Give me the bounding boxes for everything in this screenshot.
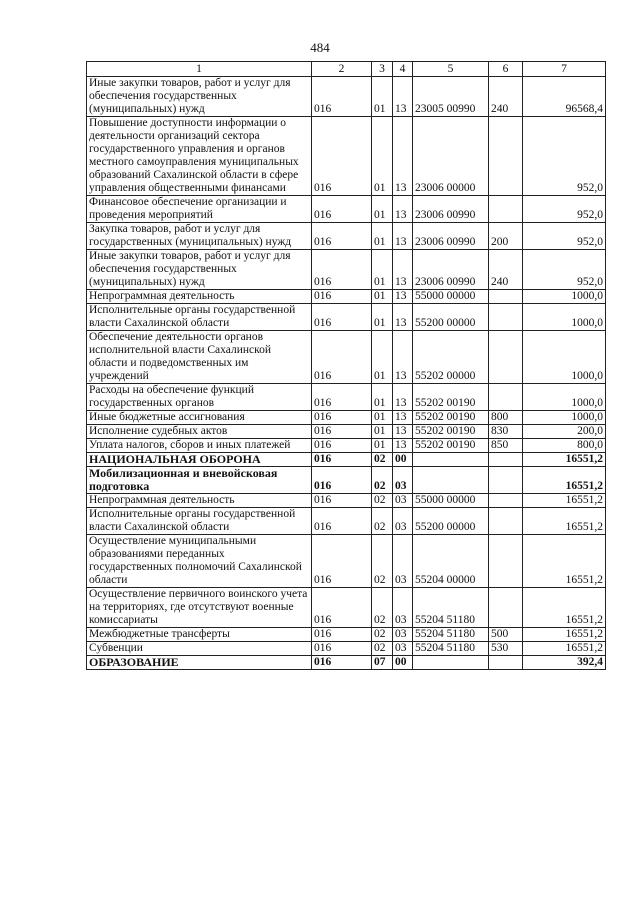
code-ministry-cell: 016 [312, 467, 372, 494]
code-ministry-cell: 016 [312, 304, 372, 331]
row-name-cell: НАЦИОНАЛЬНАЯ ОБОРОНА [87, 453, 312, 467]
row-name-cell: Субвенции [87, 642, 312, 656]
code-section-cell: 02 [372, 642, 393, 656]
code-expense-type-cell: 850 [489, 439, 523, 453]
code-ministry-cell: 016 [312, 628, 372, 642]
row-name-cell: Обеспечение деятельности органов исполнительной власти Сахалинской области и подведомственных им учреждений [87, 331, 312, 384]
code-target-cell: 23006 00990 [413, 250, 489, 290]
row-name-cell: Исполнительные органы государственной власти Сахалинской области [87, 508, 312, 535]
code-ministry-cell: 016 [312, 331, 372, 384]
code-target-cell: 55202 00190 [413, 411, 489, 425]
header-cell: 2 [312, 62, 372, 77]
code-target-cell: 55204 51180 [413, 642, 489, 656]
code-target-cell: 55000 00000 [413, 290, 489, 304]
table-row [87, 384, 606, 411]
amount-cell: 16551,2 [523, 588, 606, 628]
amount-cell: 1000,0 [523, 331, 606, 384]
table-row [87, 656, 606, 670]
table-row [87, 508, 606, 535]
code-subsection-cell: 13 [393, 384, 413, 411]
budget-table [86, 61, 606, 670]
code-section-cell: 01 [372, 117, 393, 196]
row-name-cell: Исполнительные органы государственной власти Сахалинской области [87, 304, 312, 331]
header-row [87, 62, 606, 77]
header-cell: 7 [523, 62, 606, 77]
code-section-cell: 01 [372, 439, 393, 453]
page-number: 484 [310, 40, 330, 55]
amount-cell: 952,0 [523, 117, 606, 196]
code-section-cell: 01 [372, 304, 393, 331]
table-row [87, 439, 606, 453]
header-cell: 5 [413, 62, 489, 77]
row-name-cell: Мобилизационная и вневойсковая подготовка [87, 467, 312, 494]
code-subsection-cell: 00 [393, 453, 413, 467]
code-ministry-cell: 016 [312, 588, 372, 628]
table-row [87, 331, 606, 384]
code-expense-type-cell [489, 117, 523, 196]
code-subsection-cell: 03 [393, 494, 413, 508]
row-name-cell: Расходы на обеспечение функций государственных органов [87, 384, 312, 411]
code-target-cell: 55202 00000 [413, 331, 489, 384]
code-ministry-cell: 016 [312, 439, 372, 453]
code-target-cell: 55200 00000 [413, 304, 489, 331]
code-ministry-cell: 016 [312, 642, 372, 656]
table-row [87, 494, 606, 508]
code-section-cell: 02 [372, 588, 393, 628]
amount-cell: 952,0 [523, 250, 606, 290]
amount-cell: 16551,2 [523, 453, 606, 467]
table-row [87, 250, 606, 290]
code-expense-type-cell [489, 453, 523, 467]
code-subsection-cell: 13 [393, 304, 413, 331]
code-subsection-cell: 13 [393, 439, 413, 453]
code-ministry-cell: 016 [312, 117, 372, 196]
code-section-cell: 01 [372, 384, 393, 411]
code-subsection-cell: 13 [393, 250, 413, 290]
code-expense-type-cell: 240 [489, 77, 523, 117]
code-expense-type-cell: 200 [489, 223, 523, 250]
code-target-cell [413, 467, 489, 494]
amount-cell: 16551,2 [523, 535, 606, 588]
code-expense-type-cell [489, 196, 523, 223]
table-row [87, 425, 606, 439]
table-row [87, 628, 606, 642]
code-ministry-cell: 016 [312, 656, 372, 670]
code-target-cell: 55204 51180 [413, 588, 489, 628]
header-cell: 4 [393, 62, 413, 77]
code-target-cell: 55202 00190 [413, 425, 489, 439]
code-expense-type-cell [489, 331, 523, 384]
row-name-cell: Непрограммная деятельность [87, 290, 312, 304]
code-target-cell: 55200 00000 [413, 508, 489, 535]
code-ministry-cell: 016 [312, 223, 372, 250]
code-target-cell: 23006 00990 [413, 223, 489, 250]
header-cell: 3 [372, 62, 393, 77]
row-name-cell: Иные бюджетные ассигнования [87, 411, 312, 425]
code-target-cell: 23005 00990 [413, 77, 489, 117]
table-row [87, 453, 606, 467]
table-row [87, 77, 606, 117]
code-subsection-cell: 13 [393, 196, 413, 223]
amount-cell: 1000,0 [523, 304, 606, 331]
code-ministry-cell: 016 [312, 77, 372, 117]
code-section-cell: 01 [372, 223, 393, 250]
amount-cell: 1000,0 [523, 290, 606, 304]
code-ministry-cell: 016 [312, 196, 372, 223]
table-row [87, 304, 606, 331]
row-name-cell: Непрограммная деятельность [87, 494, 312, 508]
code-subsection-cell: 13 [393, 223, 413, 250]
code-subsection-cell: 03 [393, 467, 413, 494]
amount-cell: 1000,0 [523, 384, 606, 411]
code-expense-type-cell: 530 [489, 642, 523, 656]
code-expense-type-cell [489, 535, 523, 588]
table-row [87, 588, 606, 628]
code-section-cell: 01 [372, 290, 393, 304]
code-ministry-cell: 016 [312, 250, 372, 290]
code-subsection-cell: 13 [393, 331, 413, 384]
amount-cell: 16551,2 [523, 467, 606, 494]
code-subsection-cell: 03 [393, 628, 413, 642]
code-expense-type-cell [489, 508, 523, 535]
row-name-cell: Осуществление муниципальными образованиями переданных государственных полномочий Сахалинской области [87, 535, 312, 588]
code-expense-type-cell [489, 588, 523, 628]
code-section-cell: 01 [372, 411, 393, 425]
code-target-cell: 55204 00000 [413, 535, 489, 588]
code-ministry-cell: 016 [312, 508, 372, 535]
code-section-cell: 02 [372, 535, 393, 588]
code-target-cell: 55202 00190 [413, 439, 489, 453]
code-ministry-cell: 016 [312, 290, 372, 304]
amount-cell: 800,0 [523, 439, 606, 453]
code-subsection-cell: 13 [393, 77, 413, 117]
code-subsection-cell: 13 [393, 117, 413, 196]
code-expense-type-cell [489, 290, 523, 304]
code-subsection-cell: 13 [393, 411, 413, 425]
code-ministry-cell: 016 [312, 453, 372, 467]
code-subsection-cell: 03 [393, 642, 413, 656]
code-section-cell: 01 [372, 77, 393, 117]
code-expense-type-cell: 240 [489, 250, 523, 290]
table-row [87, 117, 606, 196]
row-name-cell: Финансовое обеспечение организации и проведения мероприятий [87, 196, 312, 223]
code-expense-type-cell [489, 494, 523, 508]
header-cell: 1 [87, 62, 312, 77]
code-section-cell: 01 [372, 196, 393, 223]
code-section-cell: 02 [372, 467, 393, 494]
amount-cell: 1000,0 [523, 411, 606, 425]
table-row [87, 467, 606, 494]
code-subsection-cell: 13 [393, 425, 413, 439]
code-ministry-cell: 016 [312, 425, 372, 439]
code-section-cell: 02 [372, 628, 393, 642]
code-target-cell [413, 453, 489, 467]
code-target-cell: 55202 00190 [413, 384, 489, 411]
code-section-cell: 01 [372, 250, 393, 290]
amount-cell: 16551,2 [523, 628, 606, 642]
row-name-cell: Межбюджетные трансферты [87, 628, 312, 642]
amount-cell: 16551,2 [523, 642, 606, 656]
code-section-cell: 01 [372, 425, 393, 439]
amount-cell: 200,0 [523, 425, 606, 439]
row-name-cell: Иные закупки товаров, работ и услуг для обеспечения государственных (муниципальных) нужд [87, 250, 312, 290]
table-row [87, 290, 606, 304]
code-target-cell: 55000 00000 [413, 494, 489, 508]
code-target-cell: 55204 51180 [413, 628, 489, 642]
amount-cell: 16551,2 [523, 508, 606, 535]
code-ministry-cell: 016 [312, 535, 372, 588]
table-row [87, 411, 606, 425]
table-row [87, 642, 606, 656]
row-name-cell: Осуществление первичного воинского учета на территориях, где отсутствуют военные комиссариаты [87, 588, 312, 628]
code-ministry-cell: 016 [312, 494, 372, 508]
row-name-cell: Закупка товаров, работ и услуг для государственных (муниципальных) нужд [87, 223, 312, 250]
code-expense-type-cell [489, 656, 523, 670]
code-target-cell: 23006 00000 [413, 117, 489, 196]
code-ministry-cell: 016 [312, 384, 372, 411]
row-name-cell: Уплата налогов, сборов и иных платежей [87, 439, 312, 453]
table-body [87, 77, 606, 670]
code-expense-type-cell: 830 [489, 425, 523, 439]
table-row [87, 535, 606, 588]
code-section-cell: 02 [372, 453, 393, 467]
amount-cell: 16551,2 [523, 494, 606, 508]
code-target-cell [413, 656, 489, 670]
row-name-cell: Повышение доступности информации о деятельности организаций сектора государственного управления и органов местного самоуправления муниципальных образований Сахалинской области в сфере управления общественными финансами [87, 117, 312, 196]
code-subsection-cell: 00 [393, 656, 413, 670]
code-expense-type-cell: 500 [489, 628, 523, 642]
code-subsection-cell: 13 [393, 290, 413, 304]
row-name-cell: Исполнение судебных актов [87, 425, 312, 439]
header-cell: 6 [489, 62, 523, 77]
code-section-cell: 02 [372, 494, 393, 508]
code-section-cell: 02 [372, 508, 393, 535]
amount-cell: 952,0 [523, 196, 606, 223]
table-row [87, 196, 606, 223]
code-expense-type-cell [489, 384, 523, 411]
code-target-cell: 23006 00990 [413, 196, 489, 223]
code-subsection-cell: 03 [393, 588, 413, 628]
row-name-cell: ОБРАЗОВАНИЕ [87, 656, 312, 670]
code-ministry-cell: 016 [312, 411, 372, 425]
row-name-cell: Иные закупки товаров, работ и услуг для обеспечения государственных (муниципальных) нужд [87, 77, 312, 117]
amount-cell: 96568,4 [523, 77, 606, 117]
code-subsection-cell: 03 [393, 535, 413, 588]
code-expense-type-cell [489, 467, 523, 494]
code-section-cell: 01 [372, 331, 393, 384]
amount-cell: 392,4 [523, 656, 606, 670]
code-section-cell: 07 [372, 656, 393, 670]
code-subsection-cell: 03 [393, 508, 413, 535]
code-expense-type-cell: 800 [489, 411, 523, 425]
amount-cell: 952,0 [523, 223, 606, 250]
table-row [87, 223, 606, 250]
code-expense-type-cell [489, 304, 523, 331]
